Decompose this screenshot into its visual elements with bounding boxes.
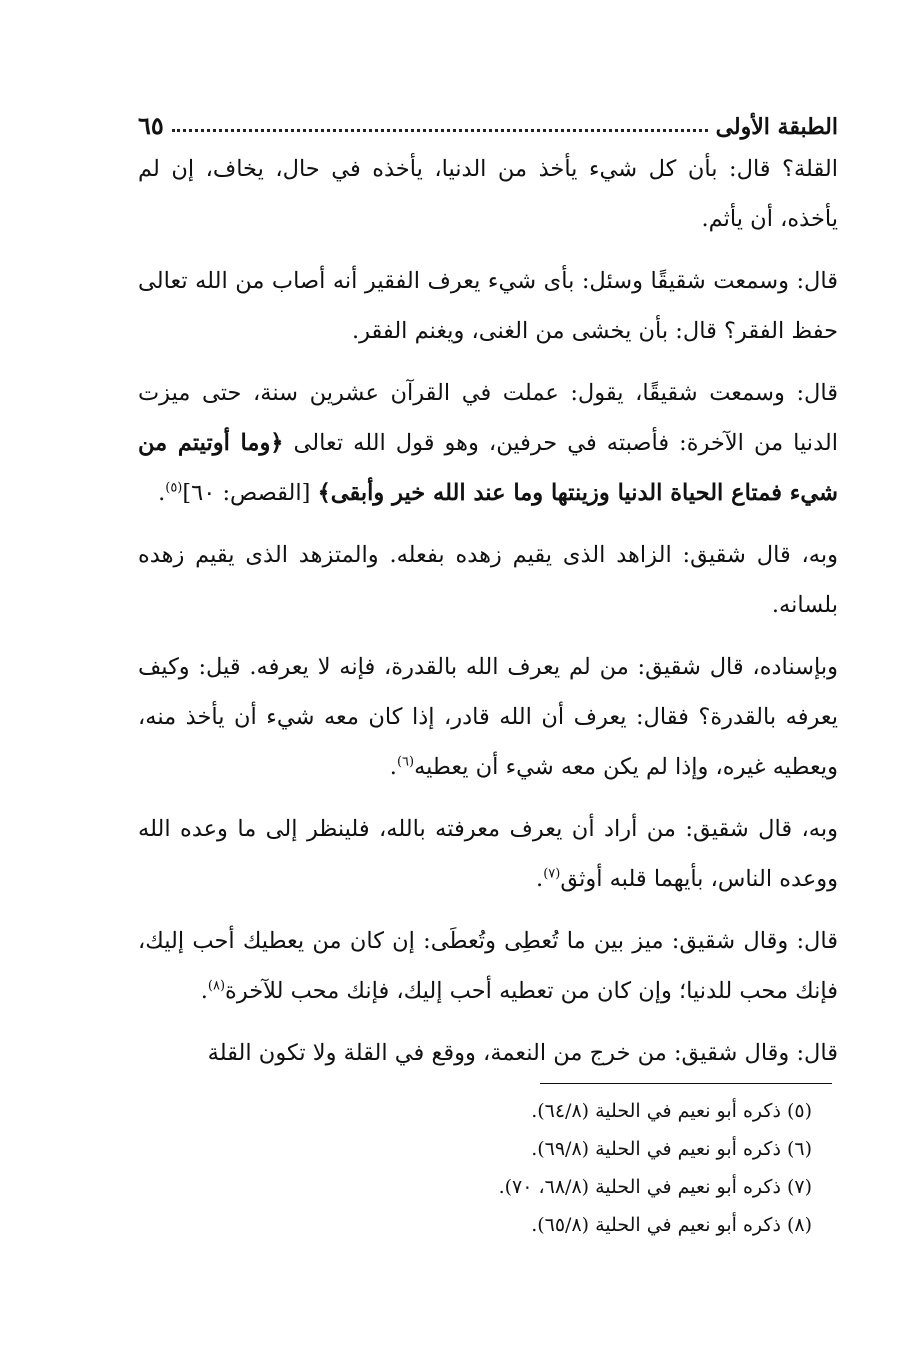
paragraph-4 (138, 530, 838, 630)
paragraph-3-text: قال: وسمعت شقيقًا، يقول: عملت في القرآن عشرين سنة، حتى ميزت الدنيا من الآخرة: فأصبته في حرفين، وهو قول الله تعالى (138, 380, 838, 456)
footnotes (400, 1092, 812, 1244)
paragraph-1 (138, 144, 838, 244)
paragraph-3 (138, 368, 838, 518)
paragraph-7-end: . (200, 978, 208, 1004)
footnote-marker-8: (٨) (207, 978, 226, 994)
page-number: ٦٥ (138, 111, 164, 140)
paragraph-7 (138, 916, 838, 1016)
dotted-leader (172, 128, 708, 132)
paragraph-2 (138, 256, 838, 356)
paragraph-6 (138, 804, 838, 904)
quran-reference: [القصص: ٦٠] (182, 480, 318, 506)
footnote-separator (540, 1083, 832, 1084)
footnote-6: (٦) ذكره أبو نعيم في الحلية (٦٩/٨). (531, 1138, 812, 1160)
main-text (138, 144, 838, 1090)
running-header (138, 100, 838, 140)
paragraph-5-end: . (389, 754, 397, 780)
paragraph-5 (138, 642, 838, 792)
paragraph-5-text: وبإسناده، قال شقيق: من لم يعرف الله بالقدرة، فإنه لا يعرفه. قيل: وكيف يعرفه بالقدرة؟ فقال: يعرف أن الله قادر، إذا كان معه شيء أن يأخذ منه، ويعطيه غيره، وإذا لم يكن معه شيء أن يعطيه (138, 654, 838, 780)
paragraph-8 (138, 1028, 838, 1078)
paragraph-3-end: . (158, 480, 166, 506)
paragraph-6-text: وبه، قال شقيق: من أراد أن يعرف معرفته بالله، فلينظر إلى ما وعده الله ووعده الناس، بأيهما قلبه أوثق (138, 816, 838, 892)
paragraph-7-text: قال: وقال شقيق: ميز بين ما تُعطِى وتُعطَى: إن كان من يعطيك أحب إليك، فإنك محب للدنيا؛ وإن كان من تعطيه أحب إليك، فإنك محب للآخرة (138, 928, 838, 1004)
footnote-7: (٧) ذكره أبو نعيم في الحلية (٦٨/٨، ٧٠). (498, 1176, 812, 1198)
paragraph-1-text: القلة؟ قال: بأن كل شيء يأخذ من الدنيا، يأخذه في حال، يخاف، إن لم يأخذه، أن يأثم. (138, 156, 838, 232)
paragraph-4-text: وبه، قال شقيق: الزاهد الذى يقيم زهده بفعله. والمتزهد الذى يقيم زهده بلسانه. (138, 542, 838, 618)
quran-quote: ﴿وما أوتيتم من شيء فمتاع الحياة الدنيا وزينتها وما عند الله خير وأبقى﴾ (138, 430, 838, 506)
chapter-title: الطبقة الأولى (715, 114, 838, 140)
paragraph-2-text: قال: وسمعت شقيقًا وسئل: بأى شيء يعرف الفقير أنه أصاب من الله تعالى حفظ الفقر؟ قال: بأن يخشى من الغنى، ويغنم الفقر. (138, 268, 838, 344)
footnote-marker-6: (٦) (396, 754, 415, 770)
footnote-5: (٥) ذكره أبو نعيم في الحلية (٦٤/٨). (531, 1100, 812, 1122)
footnote-marker-5: (٥) (165, 480, 183, 496)
footnote-8: (٨) ذكره أبو نعيم في الحلية (٦٥/٨). (531, 1214, 812, 1236)
paragraph-6-end: . (536, 866, 544, 892)
paragraph-8-text: قال: وقال شقيق: من خرج من النعمة، ووقع في القلة ولا تكون القلة (207, 1040, 838, 1066)
footnote-marker-7: (٧) (543, 866, 561, 882)
